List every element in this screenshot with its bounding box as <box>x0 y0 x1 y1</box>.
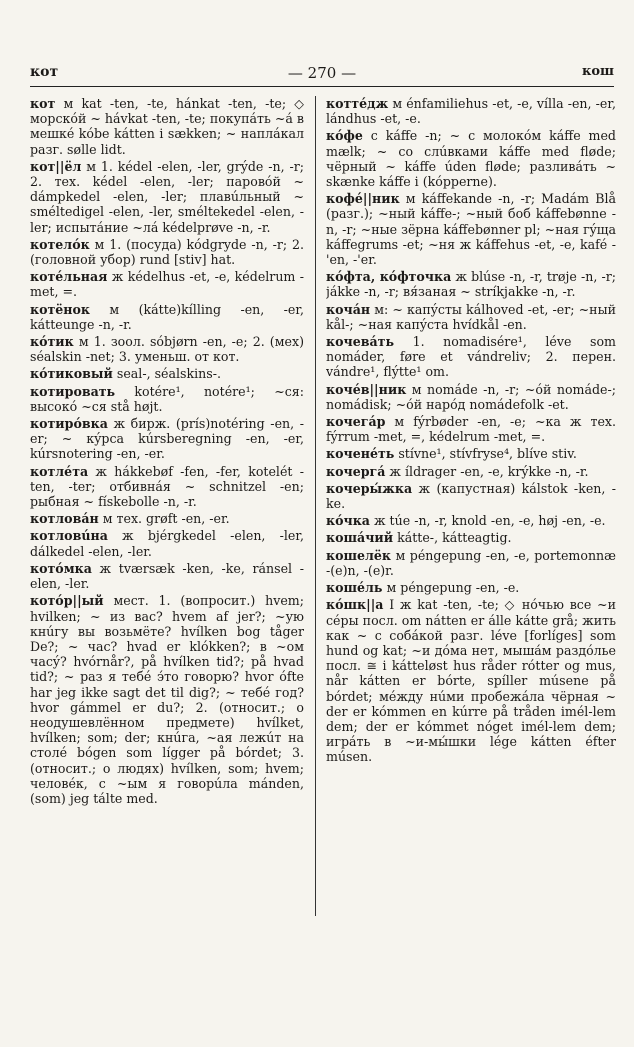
entry-headword: кошелёк <box>326 547 392 563</box>
dictionary-entry <box>30 159 304 235</box>
dictionary-entry <box>326 269 616 299</box>
entry-definition: ж íldrager -en, -e, krýkke -n, -r. <box>385 463 589 479</box>
entry-headword: кóтиковый <box>30 366 113 382</box>
entry-definition: м péngepung -en, -e, portemonnæ -(e)n, -(e)r. <box>326 547 616 578</box>
entry-headword: коченéть <box>326 446 395 462</box>
dictionary-entry <box>326 334 616 380</box>
dictionary-entry <box>326 446 616 461</box>
entry-headword: кот||ёл <box>30 158 82 174</box>
entry-headword: котóр||ый <box>30 593 104 609</box>
entry-definition: м: ~ капýсты kálhoved -et, -er; ~ный kål-; ~ная капýста hvídkål -en. <box>326 301 616 332</box>
entry-definition: stívne¹, stívfryse⁴, blíve stiv. <box>394 446 577 462</box>
entry-headword: кот <box>30 96 56 111</box>
page-number: — 270 — <box>287 64 357 82</box>
entry-definition: kátte-, kátteagtig. <box>393 530 512 546</box>
entry-definition: м kat -ten, -te, hánkat -ten, -te; ◇ морскóй ~ hávkat -ten, -te; покупáть ~á в мешкé kóbe kátten i sækken; ~ наплáкал разг. sølle lidt. <box>30 96 304 157</box>
left-column <box>30 96 304 936</box>
entry-definition: м nomáde -n, -r; ~óй nomáde-; nomádisk; ~óй нарóд nomádefolk -et. <box>326 381 616 412</box>
column-divider <box>315 96 316 916</box>
dictionary-entry <box>326 597 616 764</box>
entry-headword: кочéв||ник <box>326 381 407 397</box>
entry-definition: I ж kat -ten, -te; ◇ нóчью все ~и сéры посл. om nátten er álle kátte grå; жить как ~ с собáкой разг. léve [forlíges] som hund og kat; ~и дóма нет, мыша́м раздóлье посл. ≅ i kátteløst hus råder rótter og mus, når kátten er bórte, spíller músene på bórdet; мéжду нúми пробежáла чёрная ~ der er kómmen en kúrre på tråden imél-lem dem; der er kómmet nóget imél-lem dem; игрáть в ~и-мы́шки lége kátten éfter músen. <box>326 597 616 765</box>
dictionary-entry <box>326 128 616 189</box>
dictionary-entry <box>326 548 616 578</box>
entry-headword: кочевáть <box>326 334 394 350</box>
entry-headword: кофé||ник <box>326 191 400 207</box>
entry-definition: м káffekande -n, -r; Madám Blå (разг.); ~ный káffe-; ~ный боб káffebønne -n, -r; ~ные зёрна káffebønner pl; ~ная гýща káffegrums -et; ~ня ж káffehus -et, -e, kafé -'en, -'er. <box>326 191 616 268</box>
right-column <box>326 96 616 936</box>
entry-definition: м fýrbøder -en, -e; ~ка ж тех. fýrrum -met, =, kédelrum -met, =. <box>326 414 616 445</box>
entry-headword: кочеры́жка <box>326 480 413 496</box>
dictionary-entry <box>30 269 304 299</box>
entry-definition: м тех. grøft -en, -er. <box>98 511 230 527</box>
entry-headword: котéльная <box>30 269 108 285</box>
entry-definition: 1. nomadisére¹, léve som nomáder, føre et vándreliv; 2. перен. vándre¹, flýtte¹ om. <box>326 334 616 380</box>
entry-definition: kotére¹, notére¹; ~ся: высокó ~ся stå højt. <box>30 383 304 414</box>
entry-headword: кóчка <box>326 513 370 529</box>
dictionary-entry <box>30 96 304 157</box>
entry-definition: ж бирж. (prís)notéring -en, -er; ~ кýрса kúrsberegning -en, -er, kúrsnotering -en, -er. <box>30 416 304 462</box>
entry-headword: котёнок <box>30 301 91 317</box>
dictionary-entry <box>326 580 616 595</box>
dictionary-entry <box>326 513 616 528</box>
entry-headword: кóшк||а <box>326 597 384 613</box>
dictionary-entry <box>30 366 304 381</box>
entry-headword: кочергá <box>326 463 386 479</box>
entry-definition: seal-, séalskins-. <box>112 366 221 382</box>
dictionary-entry <box>30 237 304 267</box>
dictionary-entry <box>30 593 304 806</box>
entry-headword: кóфта, кóфточка <box>326 269 452 285</box>
entry-headword: кочáн <box>326 301 371 317</box>
dictionary-entry <box>326 481 616 511</box>
entry-definition: ж tværsæk -ken, -ke, ránsel -elen, -ler. <box>30 560 304 592</box>
entry-headword: кошéль <box>326 580 383 596</box>
dictionary-entry <box>30 528 304 558</box>
entry-headword: котелóк <box>30 236 90 252</box>
dictionary-entry <box>326 191 616 267</box>
dictionary-entry <box>30 334 304 364</box>
dictionary-entry <box>30 416 304 462</box>
entry-definition: м péngepung -en, -e. <box>382 580 520 596</box>
entry-definition: ж blúse -n, -r, trøje -n, -r; jákke -n, -r; вя́заная ~ stríkjakke -n, -r. <box>326 269 616 300</box>
entry-definition: ж bjérgkedel -elen, -ler, dálkedel -elen, -ler. <box>30 528 304 559</box>
page-header <box>30 60 614 87</box>
entry-headword: котловúна <box>30 528 108 544</box>
entry-definition: ж hákkebøf -fen, -fer, kotelét -ten, -ter; отбивнáя ~ schnitzel -en; рыбная ~ fískebolle -n, -r. <box>30 463 304 510</box>
dictionary-entry <box>30 464 304 510</box>
entry-headword: кóфе <box>326 128 363 144</box>
right-running-headword: кош <box>581 64 614 79</box>
entry-headword: кошáчий <box>326 530 394 546</box>
dictionary-entry <box>30 384 304 414</box>
dictionary-entry <box>326 530 616 545</box>
entry-headword: котирóвка <box>30 416 108 432</box>
entry-headword: котлéта <box>30 463 89 479</box>
entry-headword: котировать <box>30 383 116 399</box>
dictionary-entry <box>326 382 616 412</box>
entry-definition: м 1. (посуда) kódgryde -n, -r; 2. (головной убор) rund [stiv] hat. <box>30 236 304 268</box>
entry-headword: котóмка <box>30 560 92 576</box>
entry-definition: ж kédelhus -et, -e, kédelrum -met, =. <box>30 269 304 300</box>
entry-definition: ж túe -n, -r, knold -en, -e, høj -en, -e. <box>369 513 606 529</box>
entry-definition: мест. 1. (вопросит.) hvem; hvilken; ~ из вас? hvem af jer?; ~ую кнúгу вы возьмёте? hvílken bog tåger De?; ~ час? hvad er klókken?; в ~ом часý? hvórnår?, på hvílken tid?; på hvad tid?; ~ раз я тебé э́то говорю? hvor ófte har jeg ikke sagt det til dig?; ~ тебé год? hvor gámmel er du?; 2. (относит.; о неодушевлённом предмете) hvílket, hvílken; som; der; кнúга, ~ая лежúт на столé bógen som lígger på bórdet; 3. (относит.; о людях) hvílken, som; hvem; человéк, с ~ым я говорúла mánden, (som) jeg tálte med. <box>30 593 304 806</box>
entry-definition: м 1. kédel -elen, -ler, grýde -n, -r; 2. тех. kédel -elen, -ler; паровóй ~ dámpkedel -elen, -ler; плавúльный ~ sméltedigel -elen, -ler, sméltekedel -elen, -ler; испытáние ~лá kédelprøve -n, -r. <box>30 158 304 235</box>
entry-headword: коттéдж <box>326 96 389 111</box>
dictionary-entry <box>30 561 304 591</box>
left-running-headword: кот <box>30 64 59 80</box>
entry-definition: ж (капустная) kálstok -ken, -ke. <box>326 480 616 512</box>
entry-definition: м énfamiliehus -et, -e, vílla -en, -er, lándhus -et, -e. <box>326 96 616 127</box>
dictionary-entry <box>326 302 616 332</box>
dictionary-entry <box>326 96 616 126</box>
entry-definition: м (kátte)kílling -en, -er, kátteunge -n, -r. <box>30 301 304 332</box>
entry-definition: с káffe -n; ~ с молокóм káffe med mælk; ~ со слúвками káffe med fløde; чёрный ~ káffe úden fløde; разливáть ~ skænke káffe i (kópperne). <box>326 128 616 190</box>
dictionary-entry <box>326 414 616 444</box>
dictionary-entry <box>30 511 304 526</box>
entry-headword: кóтик <box>30 334 74 350</box>
entry-headword: кочегáр <box>326 414 386 430</box>
entry-definition: м 1. зоол. sóbjørn -en, -e; 2. (мех) séalskin -net; 3. уменьш. от кот. <box>30 334 304 365</box>
entry-headword: котловáн <box>30 511 99 527</box>
dictionary-entry <box>326 464 616 479</box>
dictionary-entry <box>30 302 304 332</box>
